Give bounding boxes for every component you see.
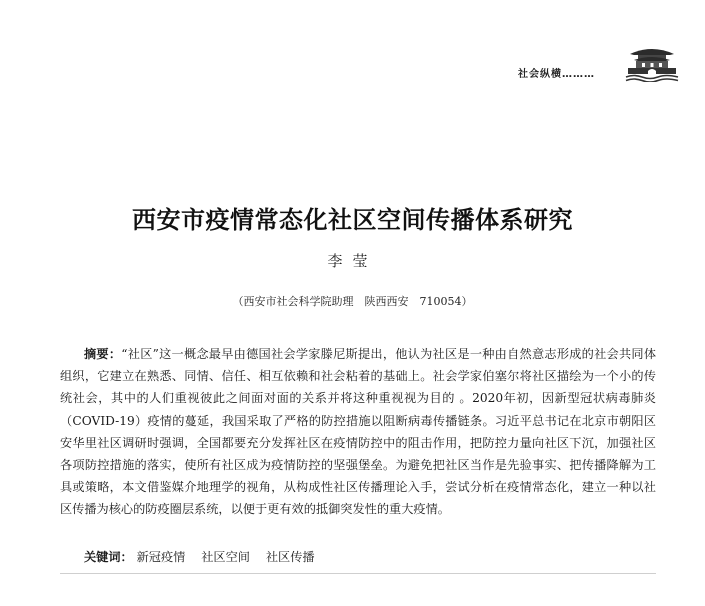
section-tag: 社会纵横……… bbox=[518, 69, 595, 80]
city-gate-logo bbox=[624, 42, 680, 82]
abstract-paragraph bbox=[60, 343, 656, 521]
author-name: 李莹 bbox=[327, 252, 378, 270]
keywords-line bbox=[84, 548, 327, 565]
abstract-text: “社区”这一概念最早由德国社会学家滕尼斯提出，他认为社区是一种由自然意志形成的社会共同体组织，它建立在熟悉、同情、信任、相互依赖和社会粘着的基础上。社会学家伯塞尔将社区描绘为一个小的传统社会，其中的人们重视彼此之间面对面的关系并将这种重视视为目的 。2020年初，因新型冠状病毒肺炎（COVID-19）疫情的蔓延，我国采取了严格的防控措施以阻断病毒传播链条。习近平总书记在北京市朝阳区安华里社区调研时强调，全国都要充分发挥社区在疫情防控中的阻击作用，把防控力量向社区下沉，加强社区各项防控措施的落实，使所有社区成为疫情防控的坚强堡垒。为避免把社区当作是先验事实、把传播降解为工具或策略，本文借鉴媒介地理学的视角，从构成性社区传播理论入手，尝试分析在疫情常态化，建立一种以社区传播为核心的防疫圈层系统，以便于更有效的抵御突发性的重大疫情。 bbox=[60, 347, 657, 517]
keyword-item: 社区传播 bbox=[265, 550, 315, 564]
article-title: 西安市疫情常态化社区空间传播体系研究 bbox=[132, 206, 573, 234]
keywords-label: 关键词： bbox=[84, 550, 133, 564]
keyword-item: 新冠疫情 bbox=[136, 550, 186, 564]
author-affiliation: （西安市社会科学院助理 陕西西安 710054） bbox=[232, 295, 473, 308]
bottom-rule bbox=[60, 573, 656, 574]
keyword-item: 社区空间 bbox=[201, 550, 250, 564]
abstract-label: 摘要： bbox=[84, 347, 122, 361]
